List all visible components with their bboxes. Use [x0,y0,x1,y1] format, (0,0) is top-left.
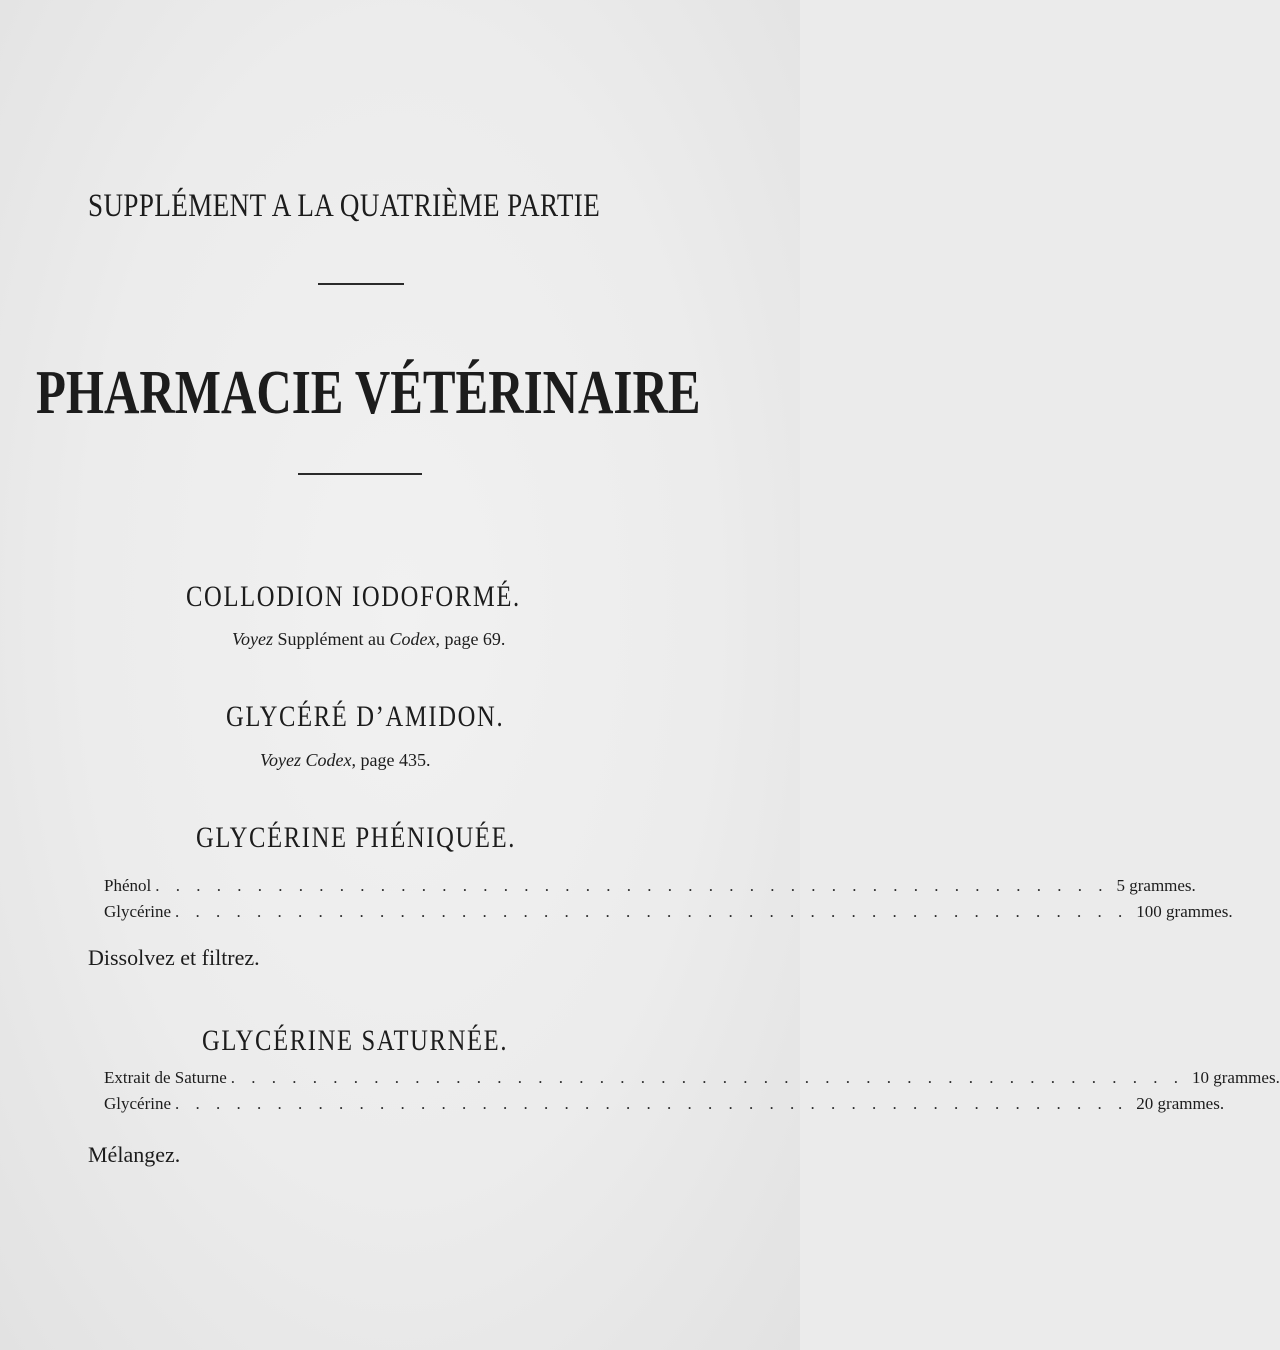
instruction-text: Mélangez. [88,1142,181,1167]
ingredient-row: Glycérine . . . . . . . . . . . . . . . . . . . . . . . . . . . . . . . . . . . . . . . . . . . . . . . 100 grammes. [104,902,1233,921]
instruction-text: Dissolvez et filtrez. [88,945,260,970]
divider-rule-bottom [298,473,422,475]
section-title-glycerine-saturnee: GLYCÉRINE SATURNÉE. [202,1024,509,1057]
section-reference-collodion: Voyez Supplément au Codex, page 69. [232,629,506,649]
main-title: PHARMACIE VÉTÉRINAIRE [36,359,701,427]
section-reference-glycere-amidon: Voyez Codex, page 435. [260,750,431,770]
ingredient-row: Glycérine . . . . . . . . . . . . . . . . . . . . . . . . . . . . . . . . . . . . . . . . . . . . . . . 20 grammes. [104,1094,1225,1113]
section-title-glycerine-pheniquee: GLYCÉRINE PHÉNIQUÉE. [196,821,517,854]
section-title-glycere-amidon: GLYCÉRÉ D’AMIDON. [226,700,505,733]
divider-rule-top [318,283,404,285]
ingredient-row: Phénol . . . . . . . . . . . . . . . . . . . . . . . . . . . . . . . . . . . . . . . . . . . . . . . 5 grammes. [104,876,1196,895]
ingredient-row: Extrait de Saturne . . . . . . . . . . . . . . . . . . . . . . . . . . . . . . . . . . . . . . . . . . . . . . . 10 grammes. [104,1068,1280,1087]
section-title-collodion: COLLODION IODOFORMÉ. [186,580,521,613]
part-title: SUPPLÉMENT A LA QUATRIÈME PARTIE [88,188,601,224]
